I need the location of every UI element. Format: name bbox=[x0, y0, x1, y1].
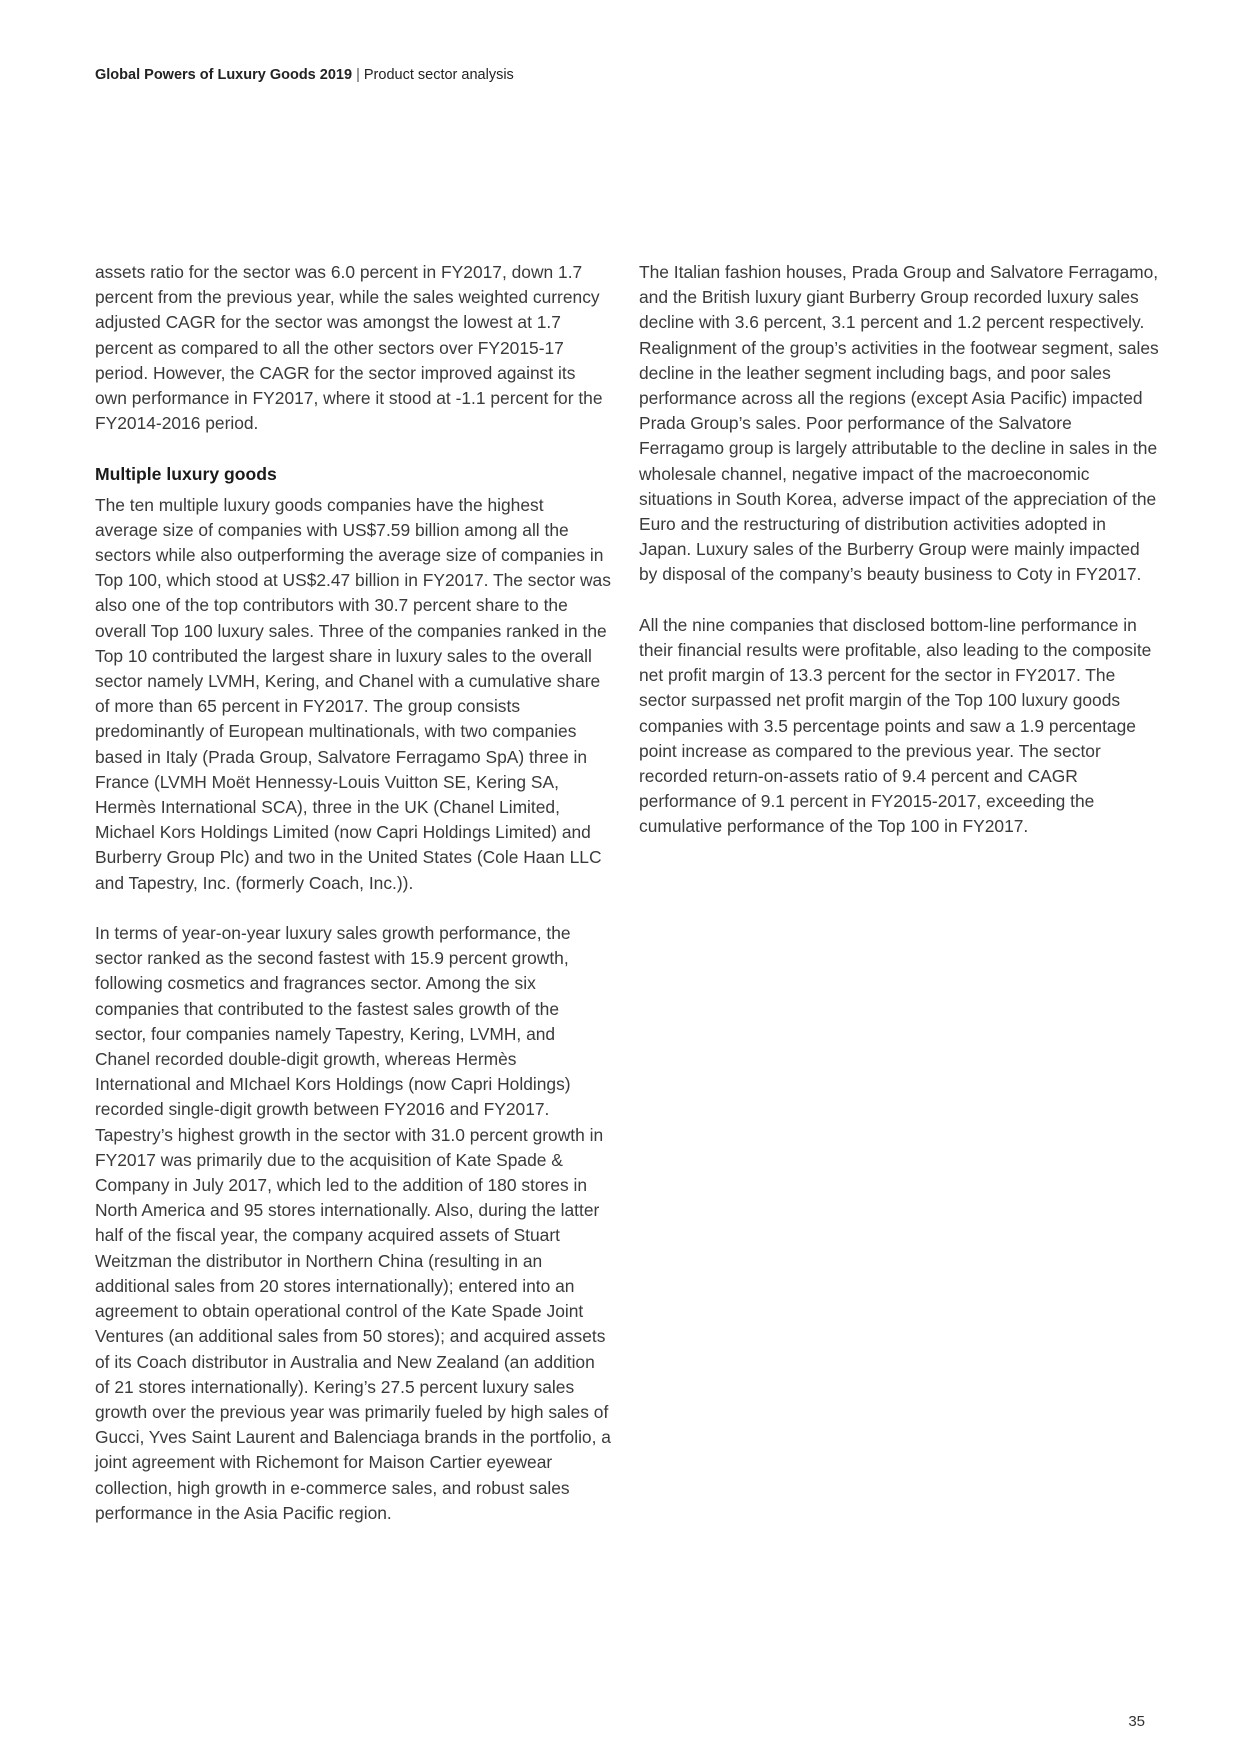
paragraph-company-overview: The ten multiple luxury goods companies have the highest average size of companies with US$7.59 billion among all the sectors while also outperforming the average size of companies in Top 100, which stood at US$2.47 billion in FY2017. The sector was also one of the top contributors with 30.7 percent share to the overall Top 100 luxury sales. Three of the companies ranked in the Top 10 contributed the largest share in luxury sales to the overall sector namely LVMH, Kering, and Chanel with a cumulative share of more than 65 percent in FY2017. The group consists predominantly of European multinationals, with two companies based in Italy (Prada Group, Salvatore Ferragamo SpA) three in France (LVMH Moët Hennessy-Louis Vuitton SE, Kering SA, Hermès International SCA), three in the UK (Chanel Limited, Michael Kors Holdings Limited (now Capri Holdings Limited) and Burberry Group Plc) and two in the United States (Cole Haan LLC and Tapestry, Inc. (formerly Coach, Inc.)). bbox=[95, 494, 611, 893]
header-separator: | bbox=[356, 67, 360, 83]
left-column bbox=[95, 260, 611, 1551]
running-header bbox=[95, 67, 514, 83]
page-number: 35 bbox=[1128, 1713, 1145, 1730]
paragraph-assets-ratio: assets ratio for the sector was 6.0 percent in FY2017, down 1.7 percent from the previous year, while the sales weighted currency adjusted CAGR for the sector was amongst the lowest at 1.7 percent as compared to all the other sectors over FY2015-17 period. However, the CAGR for the sector improved against its own performance in FY2017, where it stood at -1.1 percent for the FY2014-2016 period. bbox=[95, 262, 603, 434]
paragraph-profitability: All the nine companies that disclosed bottom-line performance in their financial results were profitable, also leading to the composite net profit margin of 13.3 percent for the sector in FY2017. The sector surpassed net profit margin of the Top 100 luxury goods companies with 3.5 percentage points and saw a 1.9 percentage point increase as compared to the previous year. The sector recorded return-on-assets ratio of 9.4 percent and CAGR performance of 9.1 percent in FY2015-2017, exceeding the cumulative performance of the Top 100 in FY2017. bbox=[639, 614, 1152, 837]
paragraph-sales-decline: The Italian fashion houses, Prada Group and Salvatore Ferragamo, and the British luxury giant Burberry Group recorded luxury sales decline with 3.6 percent, 3.1 percent and 1.2 percent respectively. Realignment of the group’s activities in the footwear segment, sales decline in the leather segment including bags, and poor sales performance across all the regions (except Asia Pacific) impacted Prada Group’s sales. Poor performance of the Salvatore Ferragamo group is largely attributable to the decline in sales in the wholesale channel, negative impact of the macroeconomic situations in South Korea, adverse impact of the appreciation of the Euro and the restructuring of distribution activities adopted in Japan. Luxury sales of the Burberry Group were mainly impacted by disposal of the company’s beauty business to Coty in FY2017. bbox=[639, 262, 1159, 585]
paragraph-sales-growth: In terms of year-on-year luxury sales growth performance, the sector ranked as the second fastest with 15.9 percent growth, following cosmetics and fragrances sector. Among the six companies that contributed to the fastest sales growth of the sector, four companies namely Tapestry, Kering, LVMH, and Chanel recorded double-digit growth, whereas Hermès International and MIchael Kors Holdings (now Capri Holdings) recorded single-digit growth between FY2016 and FY2017. Tapestry’s highest growth in the sector with 31.0 percent growth in FY2017 was primarily due to the acquisition of Kate Spade & Company in July 2017, which led to the addition of 180 stores in North America and 95 stores internationally. Also, during the latter half of the fiscal year, the company acquired assets of Stuart Weitzman the distributor in Northern China (resulting in an additional sales from 20 stores internationally); entered into an agreement to obtain operational control of the Kate Spade Joint Ventures (an additional sales from 50 stores); and acquired assets of its Coach distributor in Australia and New Zealand (an addition of 21 stores internationally). Kering’s 27.5 percent luxury sales growth over the previous year was primarily fueled by high sales of Gucci, Yves Saint Laurent and Balenciaga brands in the portfolio, a joint agreement with Richemont for Maison Cartier eyewear collection, high growth in e-commerce sales, and robust sales performance in the Asia Pacific region. bbox=[95, 923, 611, 1523]
section-title: Product sector analysis bbox=[363, 67, 514, 83]
right-column bbox=[639, 260, 1159, 865]
section-heading-multiple-luxury-goods: Multiple luxury goods bbox=[95, 463, 277, 484]
report-title: Global Powers of Luxury Goods 2019 bbox=[95, 67, 353, 83]
